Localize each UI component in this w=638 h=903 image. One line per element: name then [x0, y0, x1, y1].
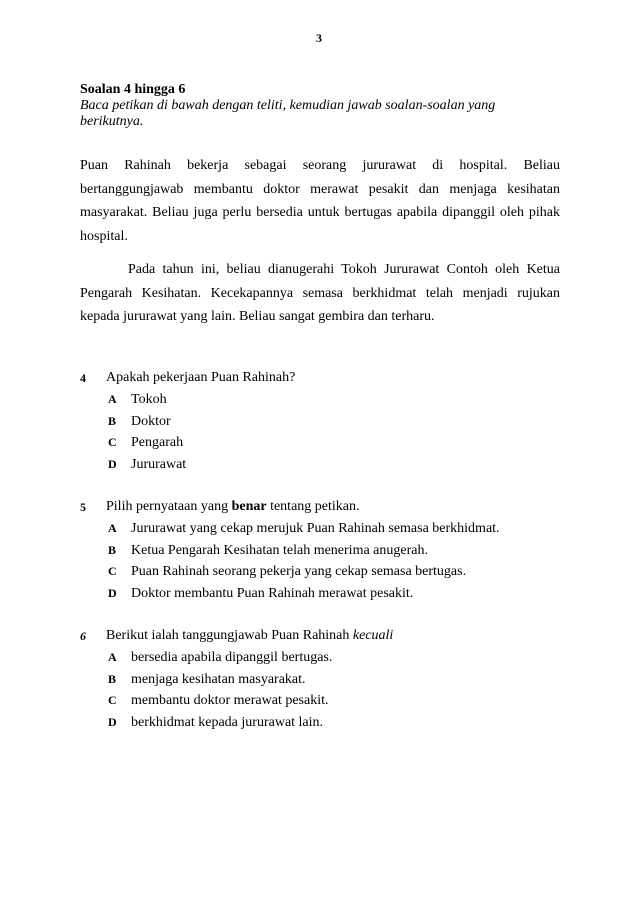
option-letter: D — [108, 585, 117, 600]
option-b[interactable] — [80, 540, 560, 562]
question-text: Apakah pekerjaan Puan Rahinah? — [106, 370, 296, 385]
section-heading — [80, 82, 560, 130]
question-text — [106, 496, 360, 518]
option-d[interactable] — [80, 712, 560, 734]
option-text: menjaga kesihatan masyarakat. — [131, 671, 306, 687]
question-5 — [80, 496, 560, 604]
option-letter: C — [108, 693, 117, 707]
page-number: 3 — [316, 31, 322, 45]
reading-passage — [80, 154, 560, 329]
stem-text-end: tentang petikan. — [266, 499, 360, 514]
option-letter: B — [108, 413, 117, 428]
option-letter: D — [108, 714, 117, 729]
question-number: 4 — [80, 371, 86, 385]
question-stem — [80, 496, 560, 518]
question-text — [106, 625, 393, 647]
option-text: Pengarah — [131, 435, 184, 450]
stem-emphasis: kecuali — [352, 628, 394, 643]
option-c[interactable] — [80, 561, 560, 583]
option-text: membantu doktor merawat pesakit. — [131, 693, 329, 708]
option-letter: B — [108, 542, 117, 557]
answer-options — [80, 647, 560, 733]
option-text: Doktor membantu Puan Rahinah merawat pesakit. — [131, 585, 414, 601]
instruction-line-2: berikutnya. — [80, 114, 144, 129]
passage-paragraph-2: Pada tahun ini, beliau dianugerahi Tokoh Jururawat Contoh oleh Ketua Pengarah Kesihatan. Kecekapannya semasa berkhidmat telah menjadi rujukan kepada jururawat yang lain. Beliau sangat gembira dan terharu. — [80, 262, 560, 324]
question-6 — [80, 625, 560, 733]
question-stem — [80, 367, 560, 389]
option-d[interactable] — [80, 583, 560, 605]
answer-options — [80, 389, 560, 475]
option-letter: D — [108, 456, 117, 471]
stem-text: Pilih pernyataan yang — [106, 499, 232, 514]
question-stem — [80, 625, 560, 647]
option-text: bersedia apabila dipanggil bertugas. — [131, 650, 333, 665]
option-letter: B — [108, 671, 117, 686]
option-a[interactable] — [80, 389, 560, 411]
option-letter: A — [108, 521, 117, 535]
option-d[interactable] — [80, 454, 560, 476]
question-4 — [80, 367, 560, 475]
option-text: Jururawat — [131, 456, 187, 472]
option-text: Jururawat yang cekap merujuk Puan Rahinah semasa berkhidmat. — [131, 521, 500, 536]
answer-options — [80, 518, 560, 604]
option-text: Tokoh — [131, 392, 167, 407]
option-letter: C — [108, 564, 117, 578]
stem-emphasis: benar — [231, 499, 267, 514]
option-text: Doktor — [131, 413, 171, 429]
option-a[interactable] — [80, 647, 560, 669]
option-text: Puan Rahinah seorang pekerja yang cekap semasa bertugas. — [131, 564, 467, 579]
passage-paragraph-1: Puan Rahinah bekerja sebagai seorang jururawat di hospital. Beliau bertanggungjawab membantu doktor merawat pesakit dan menjaga kesihatan masyarakat. Beliau juga perlu bersedia untuk bertugas apabila dipanggil oleh pihak hospital. — [80, 158, 560, 244]
option-text: berkhidmat kepada jururawat lain. — [131, 714, 324, 730]
stem-text: Berikut ialah tanggungjawab Puan Rahinah — [106, 628, 353, 643]
option-b[interactable] — [80, 411, 560, 433]
option-a[interactable] — [80, 518, 560, 540]
instruction-line-1: Baca petikan di bawah dengan teliti, kemudian jawab soalan-soalan yang — [80, 98, 496, 113]
option-b[interactable] — [80, 669, 560, 691]
section-title: Soalan 4 hingga 6 — [80, 82, 186, 97]
option-letter: A — [108, 392, 117, 406]
question-number: 6 — [80, 629, 86, 643]
option-c[interactable] — [80, 432, 560, 454]
option-c[interactable] — [80, 690, 560, 712]
option-letter: C — [108, 435, 117, 449]
option-text: Ketua Pengarah Kesihatan telah menerima anugerah. — [131, 542, 428, 558]
question-number: 5 — [80, 500, 86, 514]
option-letter: A — [108, 650, 117, 664]
